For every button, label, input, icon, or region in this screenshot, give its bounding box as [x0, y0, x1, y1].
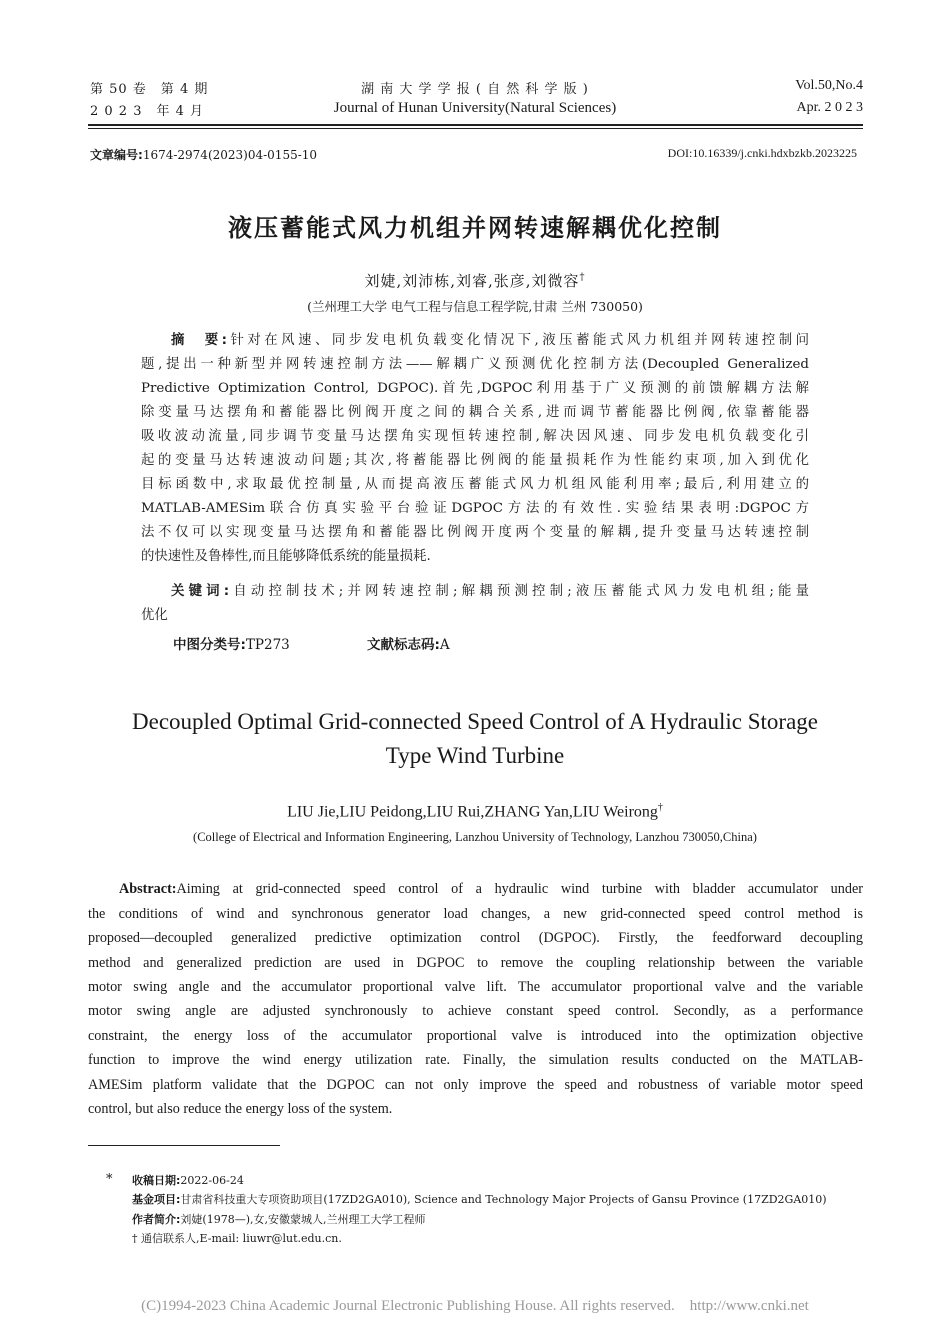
en-title-line-2: Type Wind Turbine [385, 743, 565, 768]
en-abstract-line-1: Abstract:Aiming at grid-connected speed control of a hydraulic wind turbine with bladder accumulator under [119, 881, 863, 897]
zh-abstract-line-8: MATLAB-AMESim联合仿真实验平台验证DGPOC方法的有效性.实验结果表明:DGPOC方 [141, 501, 809, 516]
en-affiliation: (College of Electrical and Information Engineering, Lanzhou University of Technology, Lanzhou 730050,China) [193, 830, 757, 844]
zh-abstract-line-2: 题,提出一种新型并网转速控制方法——解耦广义预测优化控制方法(Decoupled Generalized [141, 357, 809, 372]
en-abstract-line-10: control, but also reduce the energy loss of the system. [88, 1101, 393, 1117]
doc-code-value: A [439, 637, 450, 653]
en-abstract-line-2: the conditions of wind and synchronous generator load changes, a new grid-connected speed control method is [88, 906, 863, 922]
article-id-label: 文章编号: [90, 148, 143, 162]
doc-code-label: 文献标志码: [367, 637, 440, 653]
en-abstract-line-7: constraint, the energy loss of the accumulator proportional valve is introduced into the optimization objective [88, 1028, 863, 1044]
zh-authors [0, 270, 950, 291]
header-double-rule-bottom [88, 128, 863, 129]
header-date-zh: 2 0 2 3 年 4 月 [90, 104, 205, 119]
header-date-en: Apr. 2 0 2 3 [796, 100, 863, 115]
copyright-footer: (C)1994-2023 China Academic Journal Electronic Publishing House. All rights reserved. http://www.cnki.net [141, 1298, 809, 1314]
zh-abstract-line-5: 吸收波动流量,同步调节变量马达摆角实现恒转速控制,解决因风速、同步发电机负载变化引 [141, 429, 809, 444]
received-value: 2022-06-24 [180, 1174, 244, 1187]
zh-authors-text: 刘婕,刘沛栋,刘睿,张彦,刘微容 [364, 272, 580, 290]
en-dagger: † [657, 802, 663, 813]
en-abstract-line-6: motor swing angle are adjusted synchronously to achieve constant speed control. Secondly, as a performance [88, 1003, 863, 1019]
clc-label: 中图分类号: [173, 637, 246, 653]
zh-abstract-line-7: 目标函数中,求取最优控制量,从而提高液压蓄能式风力机组风能利用率;最后,利用建立的 [141, 477, 809, 492]
footnote-fund [132, 1191, 827, 1207]
article-id-value: 1674-2974(2023)04-0155-10 [142, 148, 318, 162]
header-volume-issue-en: Vol.50,No.4 [795, 78, 863, 93]
footnote-star: * [106, 1172, 113, 1187]
zh-abstract-line-9: 法不仅可以实现变量马达摆角和蓄能器比例阀开度两个变量的解耦,提升变量马达转速控制 [141, 525, 809, 540]
header-volume-issue-zh: 第 50 卷 第 4 期 [90, 82, 209, 97]
header-double-rule-top [88, 124, 863, 126]
zh-keywords-label: 关键词: [171, 584, 230, 599]
clc-value: TP273 [245, 637, 290, 653]
en-authors-text: LIU Jie,LIU Peidong,LIU Rui,ZHANG Yan,LIU Weirong [287, 803, 658, 821]
zh-abstract-line-10: 的快速性及鲁棒性,而且能够降低系统的能量损耗. [141, 549, 431, 564]
fund-label: 基金项目: [132, 1193, 181, 1206]
zh-dagger: † [579, 272, 586, 283]
zh-abstract-line-6: 起的变量马达转速波动问题;其次,将蓄能器比例阀的能量损耗作为性能约束项,加入到优化 [141, 453, 809, 468]
zh-title: 液压蓄能式风力机组并网转速解耦优化控制 [228, 214, 722, 242]
en-abstract-line-9: AMESim platform validate that the DGPOC can not only improve the speed and robustness of variable motor speed [88, 1077, 863, 1093]
zh-abstract-line-3: Predictive Optimization Control, DGPOC).首先,DGPOC利用基于广义预测的前馈解耦方法解 [141, 381, 809, 396]
header-journal-en: Journal of Hunan University(Natural Sciences) [333, 100, 617, 116]
zh-keywords-line-2: 优化 [141, 608, 168, 623]
zh-abstract-label: 摘 要: [171, 333, 228, 348]
clc [173, 633, 290, 653]
en-abstract-line-4: method and generalized prediction are used in DGPOC to remove the coupling relationship between the variable [88, 955, 863, 971]
zh-keywords-line-1: 关键词:自动控制技术;并网转速控制;解耦预测控制;液压蓄能式风力发电机组;能量 [171, 584, 809, 599]
doi: DOI:10.16339/j.cnki.hdxbzkb.2023225 [667, 146, 857, 160]
doc-code [367, 633, 450, 653]
zh-abstract-line-1: 摘 要:针对在风速、同步发电机负载变化情况下,液压蓄能式风力机组并网转速控制问 [171, 333, 809, 348]
received-label: 收稿日期: [132, 1174, 181, 1187]
footnote-corresponding: † 通信联系人,E-mail: liuwr@lut.edu.cn. [132, 1232, 342, 1245]
bio-value: 刘婕(1978—),女,安徽蒙城人,兰州理工大学工程师 [180, 1213, 426, 1226]
bio-label: 作者简介: [132, 1213, 181, 1226]
en-authors [0, 802, 950, 821]
zh-abstract-line-4: 除变量马达摆角和蓄能器比例阀开度之间的耦合关系,进而调节蓄能器比例阀,依靠蓄能器 [141, 405, 809, 420]
zh-affiliation: (兰州理工大学 电气工程与信息工程学院,甘肃 兰州 730050) [307, 299, 643, 314]
en-abstract-line-8: function to improve the wind energy utilization rate. Finally, the simulation results conducted on the MATLAB- [88, 1052, 863, 1068]
article-id [90, 146, 317, 163]
en-abstract-line-3: proposed—decoupled generalized predictive optimization control (DGPOC). Firstly, the feedforward decoupling [88, 930, 863, 946]
header-journal-zh: 湖 南 大 学 学 报 ( 自 然 科 学 版 ) [361, 82, 589, 97]
en-abstract-label: Abstract: [119, 881, 177, 897]
en-abstract-line-5: motor swing angle and the accumulator proportional valve lift. The accumulator proportional valve and the variable [88, 979, 863, 995]
footnote-separator [88, 1145, 280, 1146]
en-title-line-1: Decoupled Optimal Grid-connected Speed Control of A Hydraulic Storage [132, 709, 818, 734]
footnote-bio [132, 1211, 425, 1227]
fund-value: 甘肃省科技重大专项资助项目(17ZD2GA010), Science and Technology Major Projects of Gansu Province (17ZD2GA010) [180, 1193, 827, 1206]
footnote-received [132, 1172, 244, 1188]
